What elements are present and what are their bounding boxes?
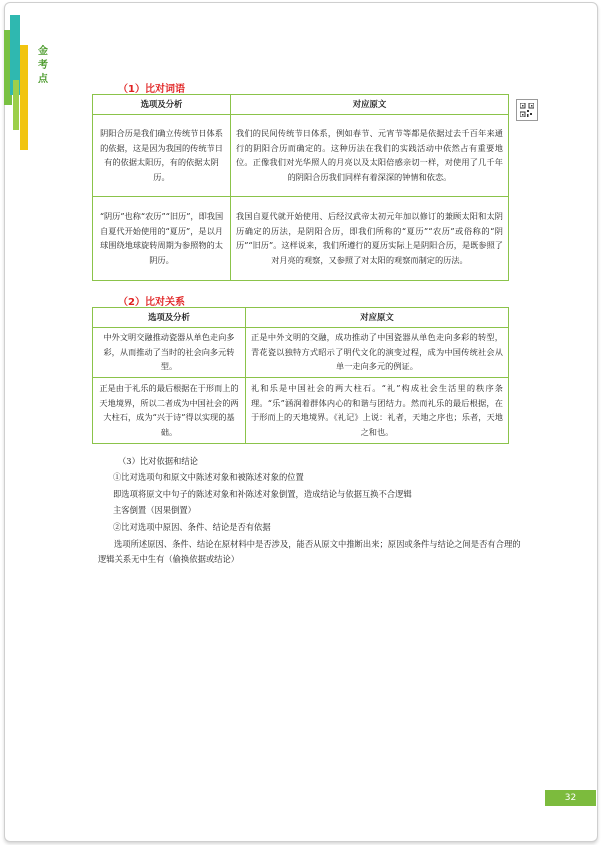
section1-heading: （1）比对词语 — [118, 84, 185, 95]
source-cell: 我们的民间传统节日体系，例如春节、元宵节等都是依据过去千百年来通行的阴阳合历而确定的。这种历法在我们的实践活动中依然占有重要地位。正像我们对光华照人的月亮以及太阳倍感亲切一样，对使用了几千年的阴阳合历我们同样有着深深的钟情和依恋。 — [231, 114, 509, 196]
table-header-row — [93, 95, 509, 115]
column-header: 对应原文 — [231, 95, 509, 115]
point2-title: ②比对选项中原因、条件、结论是否有依据 — [113, 522, 271, 532]
column-header: 选项及分析 — [93, 308, 246, 328]
table-row — [93, 327, 509, 377]
option-cell: 阴阳合历是我们确立传统节日体系的依据，这是因为我国的传统节日有的依据太阳历，有的依据太阴历。 — [93, 114, 231, 196]
point2-body: 选项所述原因、条件、结论在原材料中是否涉及，能否从原文中推断出来；原因或条件与结论之间是否有合理的逻辑关系无中生有（偷换依据或结论） — [98, 539, 521, 564]
source-cell: 正是中外文明的交融，成功推动了中国瓷器从单色走向多彩的转型，青花瓷以独特方式昭示了明代文化的演变过程，成为中国传统社会从单一走向多元的例证。 — [246, 327, 509, 377]
table-header-row — [93, 308, 509, 328]
source-cell: 我国自夏代就开始使用、后经汉武帝太初元年加以修订的兼顾太阳和太阴历确定的历法，是阴阳合历，即我们所称的“夏历”“农历”或俗称的“阴历”“旧历”。这样说来，我们所遵行的夏历实际上是阴阳合历，是既参照了对月亮的观察，又参照了对太阳的观察而制定的历法。 — [231, 196, 509, 280]
option-cell: 正是由于礼乐的最后根据在于形而上的天地境界，所以二者成为中国社会的两大柱石，成为“兴于诗”得以实现的基础。 — [93, 377, 246, 443]
page-number: 32 — [545, 790, 596, 806]
table-row — [93, 377, 509, 443]
qr-code-icon[interactable] — [516, 99, 538, 121]
side-label — [37, 45, 49, 87]
section2-heading: （2）比对关系 — [118, 297, 185, 308]
column-header: 对应原文 — [246, 308, 509, 328]
side-label-char: 金 — [38, 46, 48, 57]
table-relation-comparison — [92, 307, 509, 444]
table-row — [93, 196, 509, 280]
point1-body-b: 主客倒置（因果倒置） — [113, 505, 196, 515]
column-header: 选项及分析 — [93, 95, 231, 115]
side-label-char: 点 — [38, 74, 48, 85]
point1-title: ①比对选项句和原文中陈述对象和被陈述对象的位置 — [113, 472, 304, 482]
option-cell: “阴历”也称“农历”“旧历”，即我国自夏代开始使用的“夏历”，是以月球围绕地球旋转周期为参照物的太阴历。 — [93, 196, 231, 280]
table-row — [93, 114, 509, 196]
table-word-comparison — [92, 94, 509, 281]
source-cell: 礼和乐是中国社会的两大柱石。“礼”构成社会生活里的秩序条理。“乐”涵润着群体内心的和谐与团结力。然而礼乐的最后根据，在于形而上的天地境界。《礼记》上说：礼者，天地之序也；乐者，天地之和也。 — [246, 377, 509, 443]
side-label-char: 考 — [38, 60, 48, 71]
point1-body-a: 即选项将原文中句子的陈述对象和补陈述对象倒置，造成结论与依据互换不合逻辑 — [113, 489, 412, 499]
decor-bar-lime — [13, 80, 19, 130]
option-cell: 中外文明交融推动瓷器从单色走向多彩，从而推动了当时的社会向多元转型。 — [93, 327, 246, 377]
decor-bar-yellow — [20, 45, 28, 150]
section3-heading: （3）比对依据和结论 — [118, 456, 198, 466]
